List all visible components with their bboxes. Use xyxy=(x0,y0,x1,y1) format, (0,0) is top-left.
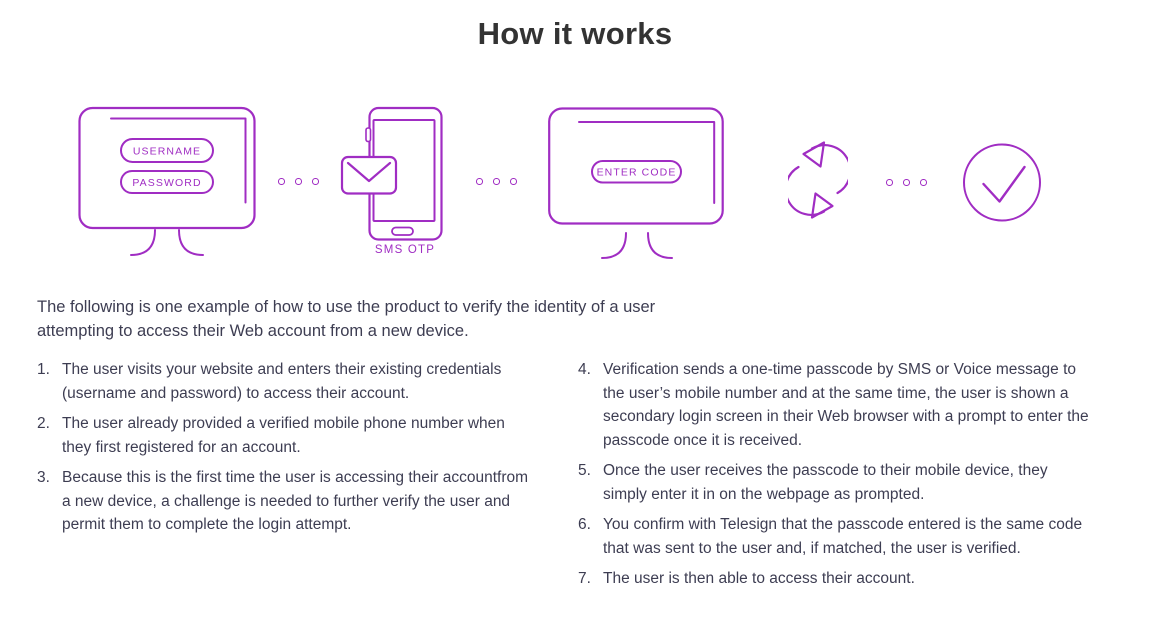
step-item xyxy=(578,459,1093,506)
step-item xyxy=(578,358,1093,452)
ellipsis-dots xyxy=(476,178,517,185)
monitor-icon xyxy=(548,106,724,262)
dot xyxy=(493,178,500,185)
ellipsis-dots xyxy=(886,179,927,186)
step-item xyxy=(37,358,534,405)
step-item xyxy=(578,567,1093,591)
dot xyxy=(476,178,483,185)
step-number: 5. xyxy=(578,462,591,479)
step-text: Because this is the first time the user is accessing their accountfrom a new device, a challenge is needed to further verify the user and permit them to complete the login attempt. xyxy=(62,469,529,533)
step-text: The user is then able to access their account. xyxy=(603,570,915,587)
ellipsis-dots xyxy=(278,178,319,185)
enter-code-pill-label: ENTER CODE xyxy=(596,166,677,179)
username-pill-label: USERNAME xyxy=(132,145,202,158)
step-text: The user visits your website and enters their existing credentials (username and password) to access their account. xyxy=(62,361,502,402)
steps-right-list xyxy=(578,358,1093,598)
step-number: 7. xyxy=(578,570,591,587)
step-number: 6. xyxy=(578,516,591,533)
dot xyxy=(920,179,927,186)
password-pill-label: PASSWORD xyxy=(132,177,202,189)
phone-icon xyxy=(340,106,445,241)
step-text: Once the user receives the passcode to their mobile device, they simply enter it in on the webpage as prompted. xyxy=(603,462,1048,503)
dot xyxy=(312,178,319,185)
code-monitor-illustration xyxy=(548,106,724,262)
sms-otp-caption: SMS OTP xyxy=(374,244,436,256)
username-pill xyxy=(121,139,213,162)
step-number: 1. xyxy=(37,361,50,378)
step-item xyxy=(578,513,1093,560)
page-title: How it works xyxy=(477,16,673,51)
check-icon xyxy=(962,141,1042,223)
step-text: The user already provided a verified mobile phone number when they first registered for an account. xyxy=(62,415,505,456)
dot xyxy=(278,178,285,185)
sync-icon xyxy=(788,140,848,220)
dot xyxy=(510,178,517,185)
login-monitor-illustration xyxy=(78,106,258,258)
phone-side-button xyxy=(366,128,371,142)
phone-illustration xyxy=(340,106,445,241)
phone-home-button xyxy=(392,228,413,236)
step-item xyxy=(37,412,534,459)
envelope-icon xyxy=(342,157,396,194)
step-number: 2. xyxy=(37,415,50,432)
step-number: 4. xyxy=(578,361,591,378)
step-item xyxy=(37,466,534,537)
monitor-icon xyxy=(78,106,258,258)
step-text: You confirm with Telesign that the passcode entered is the same code that was sent to the user and, if matched, the user is verified. xyxy=(603,516,1083,557)
enter-code-pill xyxy=(592,161,681,183)
intro-text: The following is one example of how to use the product to verify the identity of a user attempting to access their Web account from a new device. xyxy=(37,298,656,340)
password-pill xyxy=(121,171,213,193)
step-text: Verification sends a one-time passcode by SMS or Voice message to the user’s mobile number and at the same time, the user is shown a secondary login screen in their Web browser with a prompt to enter the passcode once it is received. xyxy=(603,361,1089,449)
steps-left-list xyxy=(37,358,534,544)
dot xyxy=(903,179,910,186)
dot xyxy=(295,178,302,185)
dot xyxy=(886,179,893,186)
step-number: 3. xyxy=(37,469,50,486)
